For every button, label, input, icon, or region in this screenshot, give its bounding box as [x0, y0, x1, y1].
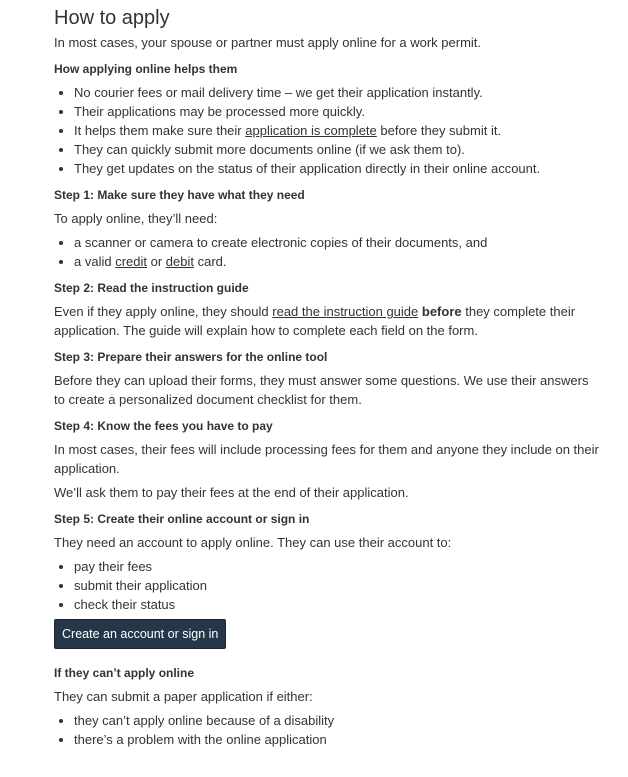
list-item: • They get updates on the status of their application directly in their online account. [74, 159, 599, 178]
paper-list [54, 711, 599, 749]
benefits-list [54, 83, 599, 178]
text: or [147, 254, 166, 269]
text: they complete their application. The guide will explain how to complete each field on the form. [54, 304, 576, 338]
step2-heading: Step 2: Read the instruction guide [54, 281, 249, 295]
page-title: How to apply [54, 7, 170, 29]
step5-heading: Step 5: Create their online account or sign in [54, 512, 310, 526]
list-item [74, 252, 599, 271]
step5-list [54, 557, 599, 614]
list-item: • No courier fees or mail delivery time – we get their application instantly. [74, 83, 599, 102]
list-item: • check their status [74, 595, 599, 614]
application-complete-link[interactable]: application is complete [245, 123, 377, 138]
credit-link[interactable]: credit [115, 254, 147, 269]
list-item [74, 121, 599, 140]
list-item: • Their applications may be processed more quickly. [74, 102, 599, 121]
step1-list [54, 233, 599, 271]
list-item: • there’s a problem with the online application [74, 730, 599, 749]
paper-heading: If they can’t apply online [54, 666, 195, 680]
emphasis: before [421, 304, 462, 319]
list-item: • submit their application [74, 576, 599, 595]
text: before they submit it. [376, 123, 502, 138]
step4-text1: In most cases, their fees will include processing fees for them and anyone they include on their application. [54, 442, 599, 476]
intro-text: In most cases, your spouse or partner must apply online for a work permit. [54, 35, 482, 50]
step2-text [54, 302, 599, 340]
step5-text: They need an account to apply online. They can use their account to: [54, 535, 452, 550]
step1-heading: Step 1: Make sure they have what they need [54, 188, 305, 202]
step1-text: To apply online, they’ll need: [54, 211, 218, 226]
instruction-guide-link[interactable]: read the instruction guide [272, 304, 419, 319]
text: It helps them make sure their [74, 123, 246, 138]
list-item: • They can quickly submit more documents online (if we ask them to). [74, 140, 599, 159]
list-item: • they can’t apply online because of a disability [74, 711, 599, 730]
step3-text: Before they can upload their forms, they must answer some questions. We use their answers to create a personalized document checklist for them. [54, 373, 589, 407]
create-account-button[interactable]: Create an account or sign in [54, 619, 226, 649]
text: Even if they apply online, they should [54, 304, 273, 319]
list-item: • pay their fees [74, 557, 599, 576]
benefits-heading: How applying online helps them [54, 62, 238, 76]
step4-text2: We’ll ask them to pay their fees at the end of their application. [54, 485, 409, 500]
debit-link[interactable]: debit [165, 254, 194, 269]
content [54, 5, 599, 754]
list-item: • a scanner or camera to create electronic copies of their documents, and [74, 233, 599, 252]
step3-heading: Step 3: Prepare their answers for the online tool [54, 350, 328, 364]
paper-text: They can submit a paper application if either: [54, 689, 313, 704]
text: a valid [74, 254, 116, 269]
text: card. [194, 254, 227, 269]
step4-heading: Step 4: Know the fees you have to pay [54, 419, 273, 433]
